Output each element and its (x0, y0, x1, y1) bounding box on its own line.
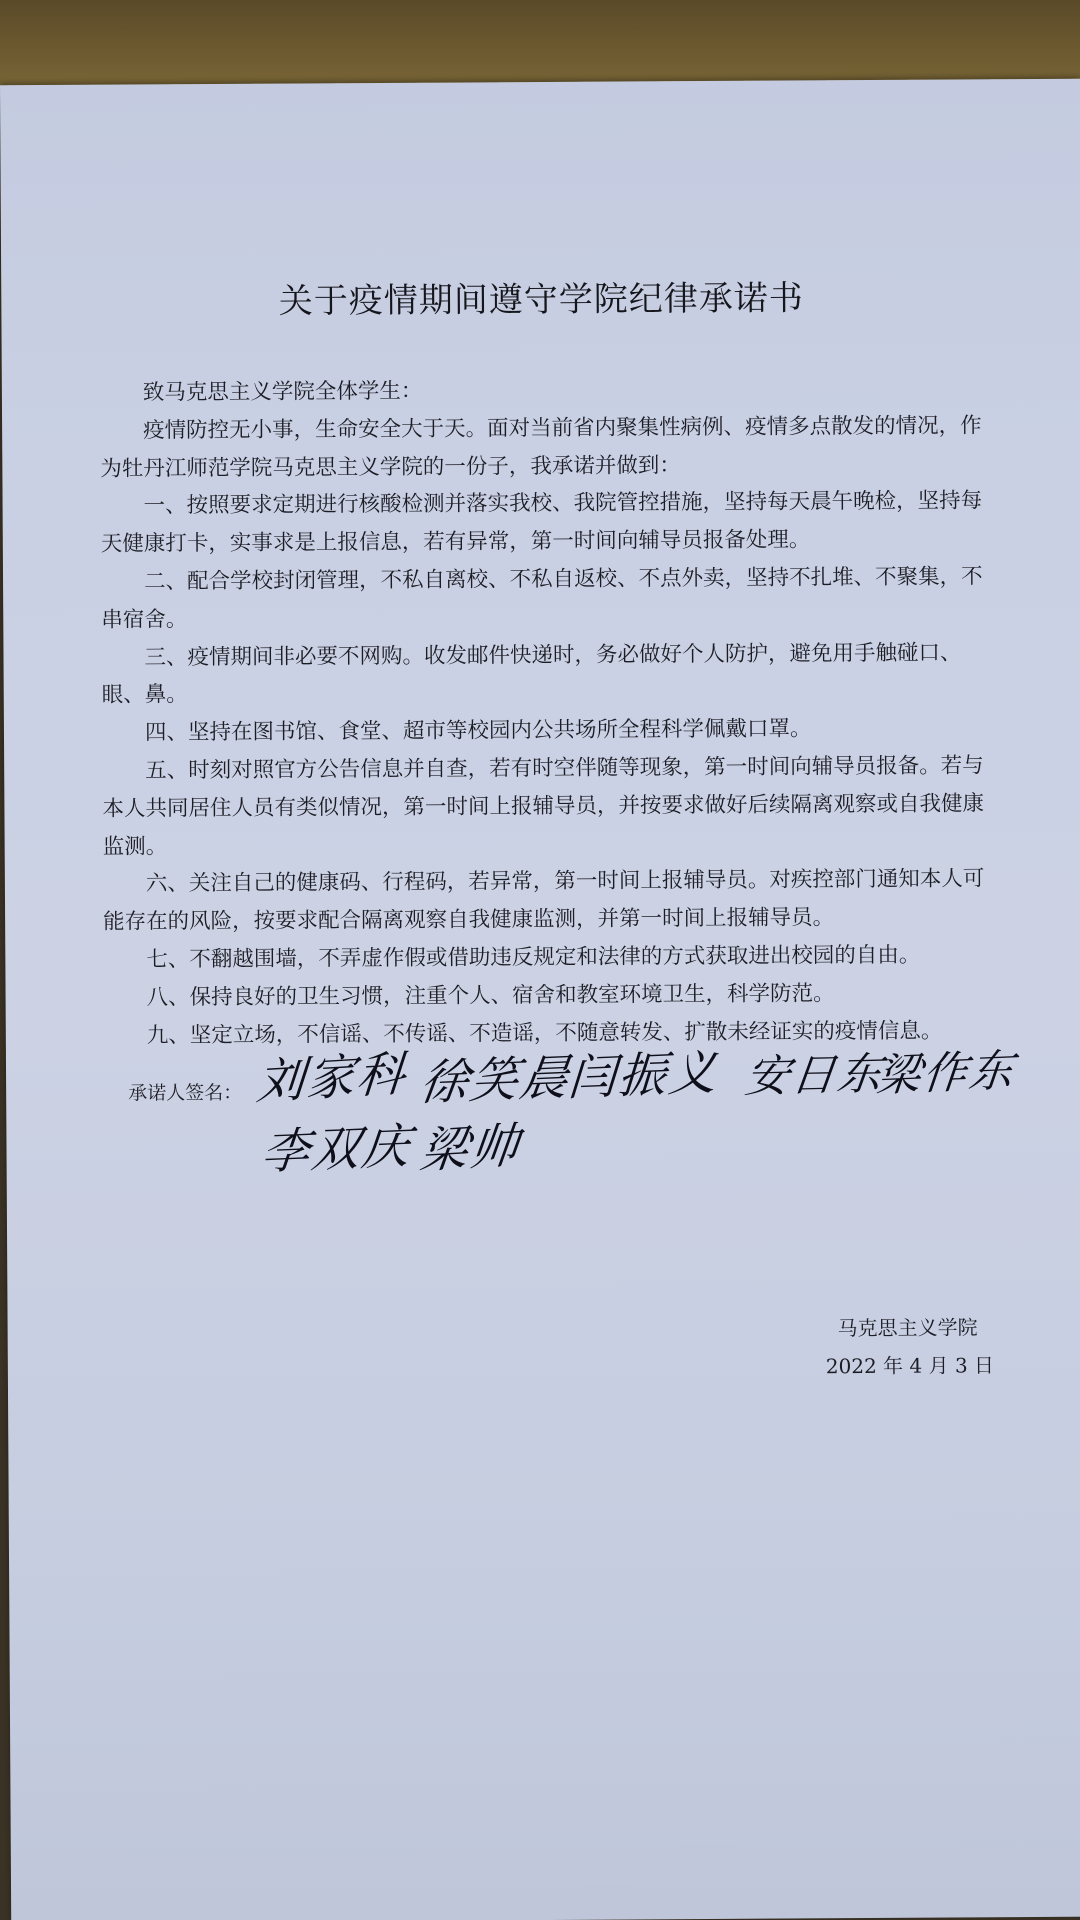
signature-label: 承诺人签名： (128, 1081, 243, 1105)
intro-paragraph: 疫情防控无小事，生命安全大于天。面对当前省内聚集性病例、疫情多点散发的情况，作为牡丹江师范学院马克思主义学院的一份子，我承诺并做到： (100, 413, 982, 482)
pledge-item-4: 四、坚持在图书馆、食堂、超市等校园内公共场所全程科学佩戴口罩。 (144, 716, 812, 746)
issuer-name: 马克思主义学院 (837, 1315, 978, 1341)
handwritten-signature: 徐笑晨 (416, 1049, 575, 1112)
pledge-item-3: 三、疫情期间非必要不网购。收发邮件快递时，务必做好个人防护，避免用手触碰口、眼、鼻。 (101, 640, 962, 709)
document-body (100, 369, 989, 1055)
handwritten-signature: 安日东 (742, 1048, 887, 1103)
salutation: 致马克思主义学院全体学生： (142, 378, 423, 406)
document-title: 关于疫情期间遵守学院纪律承诺书 (278, 278, 804, 322)
handwritten-signature: 李双庆 (258, 1118, 415, 1181)
handwritten-signature: 梁作东 (874, 1045, 1018, 1102)
issue-date: 2022 年 4 月 3 日 (825, 1353, 995, 1379)
pledge-item-8: 八、保持良好的卫生习惯，注重个人、宿舍和教室环境卫生，科学防范。 (146, 980, 835, 1011)
pledge-item-5: 五、时刻对照官方公告信息并自查，若有时空伴随等现象，第一时间向辅导员报备。若与本人共同居住人员有类似情况，第一时间上报辅导员，并按要求做好后续隔离观察或自我健康监测。 (102, 753, 985, 860)
pledge-item-6: 六、关注自己的健康码、行程码，若异常，第一时间上报辅导员。对疾控部门通知本人可能存在的风险，按要求配合隔离观察自我健康监测，并第一时间上报辅导员。 (103, 866, 985, 935)
handwritten-signature: 刘家科 (254, 1045, 409, 1111)
pledge-item-7: 七、不翻越围墙，不弄虚作假或借助违反规定和法律的方式获取进出校园的自由。 (146, 942, 921, 973)
pledge-item-9: 九、坚定立场，不信谣、不传谣、不造谣，不随意转发、扩散未经证实的疫情信息。 (146, 1018, 943, 1048)
pledge-item-1: 一、按照要求定期进行核酸检测并落实我校、我院管控措施，坚持每天晨午晚检，坚持每天健康打卡，实事求是上报信息，若有异常，第一时间向辅导员报备处理。 (100, 488, 983, 557)
pledge-item-2: 二、配合学校封闭管理，不私自离校、不私自返校、不点外卖，坚持不扎堆、不聚集，不串宿舍。 (101, 564, 983, 633)
document-sheet (0, 79, 1080, 1920)
handwritten-signature: 梁帅 (416, 1117, 524, 1180)
handwritten-signature: 闫振义 (566, 1044, 720, 1107)
